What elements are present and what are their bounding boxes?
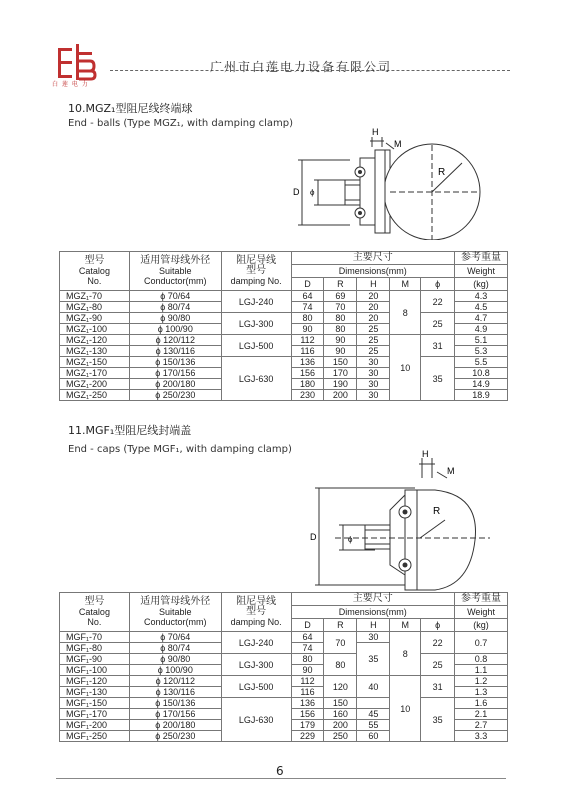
col-r: R <box>324 278 357 291</box>
table-row: MGZ₁-250 ϕ 250/230 230 200 30 18.9 <box>60 390 508 401</box>
col-d: D <box>291 619 324 632</box>
table-row: MGZ₁-170 ϕ 170/156 156 170 30 10.8 <box>60 368 508 379</box>
end-ball-diagram <box>290 125 510 240</box>
table-row: MGZ₁-150 ϕ 150/136 LGJ-630 136 150 30 35 5.5 <box>60 357 508 368</box>
dim-label-m: M <box>394 139 402 149</box>
dim-label-h: H <box>372 127 379 137</box>
table-row: MGF₁-80 ϕ 80/74 74 35 <box>60 643 508 654</box>
table-row: MGZ₁-80 ϕ 80/74 74 70 20 4.5 <box>60 302 508 313</box>
weight-unit: (kg) <box>455 619 508 632</box>
conductor-header: 适用管母线外径 Suitable Conductor(mm) <box>129 252 221 291</box>
dim-label-r: R <box>438 167 446 178</box>
col-m: M <box>390 278 421 291</box>
table-row: MGZ₁-200 ϕ 200/180 180 190 30 14.9 <box>60 379 508 390</box>
end-cap-spec-table <box>59 592 508 742</box>
col-h: H <box>357 619 390 632</box>
catalog-header: 型号 Catalog No. <box>60 252 130 291</box>
table-row: MGZ₁-70 ϕ 70/64 LGJ-240 64 69 20 8 22 4.3 <box>60 291 508 302</box>
damping-header: 阻尼导线 型号 damping No. <box>221 252 291 291</box>
col-d: D <box>291 278 324 291</box>
table-row: MGF₁-150 ϕ 150/136 LGJ-630 136 150 35 1.6 <box>60 698 508 709</box>
footer-divider <box>56 778 506 779</box>
section1-subtitle: End - balls (Type MGZ₁, with damping clamp) <box>68 118 294 129</box>
weight-unit: (kg) <box>455 278 508 291</box>
table-row: MGZ₁-120 ϕ 120/112 LGJ-500 112 90 25 10 31 5.1 <box>60 335 508 346</box>
dimensions-header-en: Dimensions(mm) <box>291 606 455 619</box>
section2-title: 11.MGF₁型阻尼线封端盖 <box>68 424 192 437</box>
table-row: MGZ₁-130 ϕ 130/116 116 90 25 5.3 <box>60 346 508 357</box>
company-logo <box>54 42 98 84</box>
dimensions-header-cn: 主要尺寸 <box>291 252 455 265</box>
end-cap-diagram <box>305 450 505 595</box>
col-h: H <box>357 278 390 291</box>
catalog-header: 型号 Catalog No. <box>60 593 130 632</box>
col-r: R <box>324 619 357 632</box>
logo-caption: 白 莲 电 力 <box>52 81 89 88</box>
dim-label-h: H <box>422 450 429 459</box>
weight-header-en: Weight <box>455 606 508 619</box>
dimensions-header-en: Dimensions(mm) <box>291 265 455 278</box>
col-phi: ϕ <box>421 619 455 632</box>
table-row: MGF₁-100 ϕ 100/90 90 1.1 <box>60 665 508 676</box>
dim-label-phi: ϕ <box>310 188 315 197</box>
dim-label-d: D <box>293 187 300 197</box>
weight-header-en: Weight <box>455 265 508 278</box>
col-phi: ϕ <box>421 278 455 291</box>
table-row: MGF₁-70 ϕ 70/64 LGJ-240 64 70 30 8 22 0.7 <box>60 632 508 643</box>
table-row: MGF₁-90 ϕ 90/80 LGJ-300 80 80 25 0.8 <box>60 654 508 665</box>
dim-label-d: D <box>310 532 317 542</box>
table-row: MGZ₁-90 ϕ 90/80 LGJ-300 80 80 20 25 4.7 <box>60 313 508 324</box>
conductor-header: 适用管母线外径 Suitable Conductor(mm) <box>129 593 221 632</box>
company-name: 广州市白莲电力设备有限公司 <box>210 60 393 74</box>
table-row: MGF₁-170 ϕ 170/156 156 160 45 2.1 <box>60 709 508 720</box>
table-row: MGF₁-250 ϕ 250/230 229 250 60 3.3 <box>60 731 508 742</box>
dim-label-m: M <box>447 466 455 476</box>
col-m: M <box>390 619 421 632</box>
table-row: MGF₁-200 ϕ 200/180 179 200 55 2.7 <box>60 720 508 731</box>
section2-subtitle: End - caps (Type MGF₁, with damping clamp) <box>68 444 292 455</box>
table-row: MGF₁-130 ϕ 130/116 116 1.3 <box>60 687 508 698</box>
end-ball-spec-table <box>59 251 508 401</box>
section1-title: 10.MGZ₁型阻尼线终端球 <box>68 102 193 115</box>
dim-label-phi: ϕ <box>348 535 353 544</box>
dim-label-r: R <box>433 506 441 517</box>
table-row: MGF₁-120 ϕ 120/112 LGJ-500 112 120 40 10 31 1.2 <box>60 676 508 687</box>
page-number: 6 <box>276 764 284 778</box>
table-row: MGZ₁-100 ϕ 100/90 90 80 25 4.9 <box>60 324 508 335</box>
damping-header: 阻尼导线 型号 damping No. <box>221 593 291 632</box>
weight-header-cn: 参考重量 <box>455 593 508 606</box>
weight-header-cn: 参考重量 <box>455 252 508 265</box>
dimensions-header-cn: 主要尺寸 <box>291 593 455 606</box>
